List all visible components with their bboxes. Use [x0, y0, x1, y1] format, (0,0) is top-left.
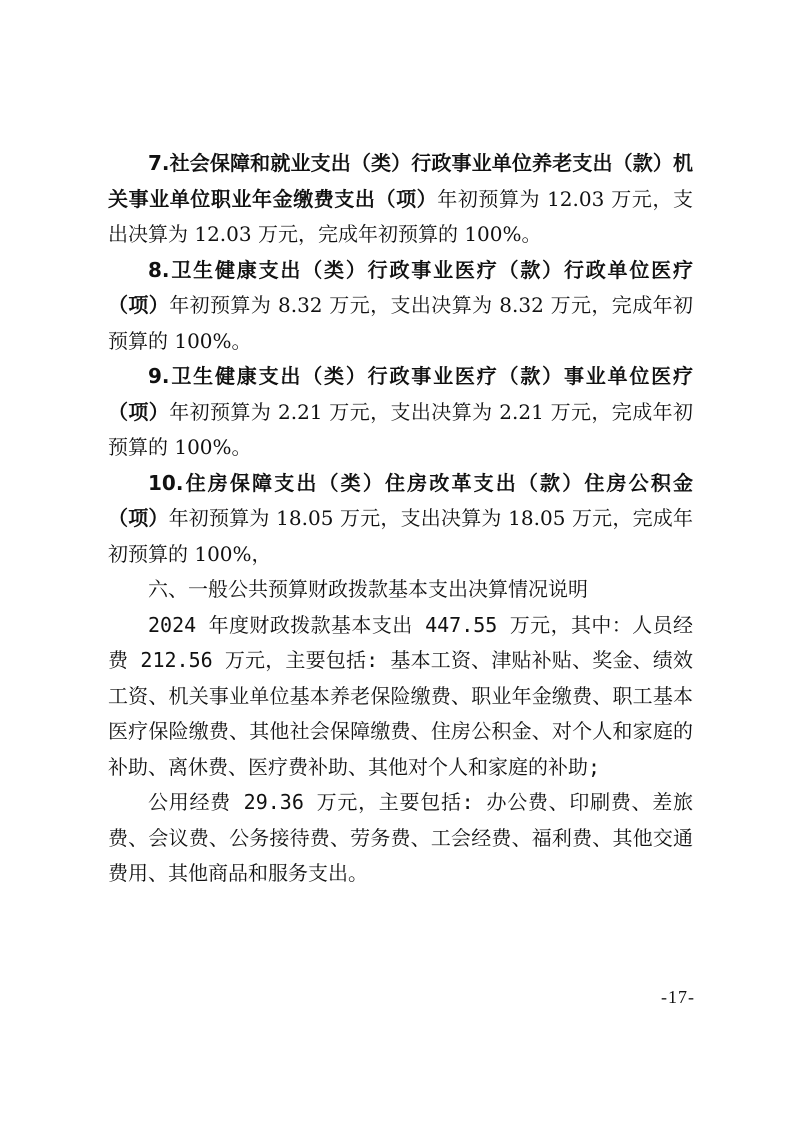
section-7-lead: 7.社会保障和就业支出（类）行政事业单位养老支出（款）机关事业单位职业年金缴费支出（项） [108, 151, 693, 211]
section-7-text: 年初预算为 12.03 万元，支出决算为 12.03 万元，完成年初预算的 100%。 [108, 186, 693, 246]
page-number: -17- [661, 987, 695, 1007]
section-8-lead: 8.卫生健康支出（类）行政事业医疗（款）行政单位医疗（项） [108, 257, 693, 317]
section-10-text: 年初预算为 18.05 万元，支出决算为 18.05 万元，完成年初预算的 100%， [108, 506, 693, 566]
section-7-paragraph [108, 146, 693, 253]
section-8-text: 年初预算为 8.32 万元，支出决算为 8.32 万元，完成年初预算的 100%。 [108, 293, 693, 353]
section-9-lead: 9.卫生健康支出（类）行政事业医疗（款）事业单位医疗（项） [108, 364, 693, 424]
personnel-expense-paragraph: 2024 年度财政拨款基本支出 447.55 万元，其中：人员经费 212.56 万元，主要包括: 基本工资、津贴补贴、奖金、绩效工资、机关事业单位基本养老保险缴费、职业年金缴费、职工基本医疗保险缴费、其他社会保障缴费、住房公积金、对个人和家庭的补助、离休费、医疗费补助、其他对个人和家庭的补助; [108, 612, 693, 779]
section-8-paragraph [108, 253, 693, 360]
section-heading: 六、一般公共预算财政拨款基本支出决算情况说明 [148, 577, 588, 601]
document-body [108, 146, 693, 892]
section-9-text: 年初预算为 2.21 万元，支出决算为 2.21 万元，完成年初预算的 100%。 [108, 399, 693, 459]
section-10-paragraph [108, 466, 693, 573]
section-10-lead: 10.住房保障支出（类）住房改革支出（款）住房公积金（项） [108, 470, 693, 530]
public-expense-paragraph: 公用经费 29.36 万元，主要包括: 办公费、印刷费、差旅费、会议费、公务接待费、劳务费、工会经费、福利费、其他交通费用、其他商品和服务支出。 [108, 790, 693, 885]
section-9-paragraph [108, 359, 693, 466]
